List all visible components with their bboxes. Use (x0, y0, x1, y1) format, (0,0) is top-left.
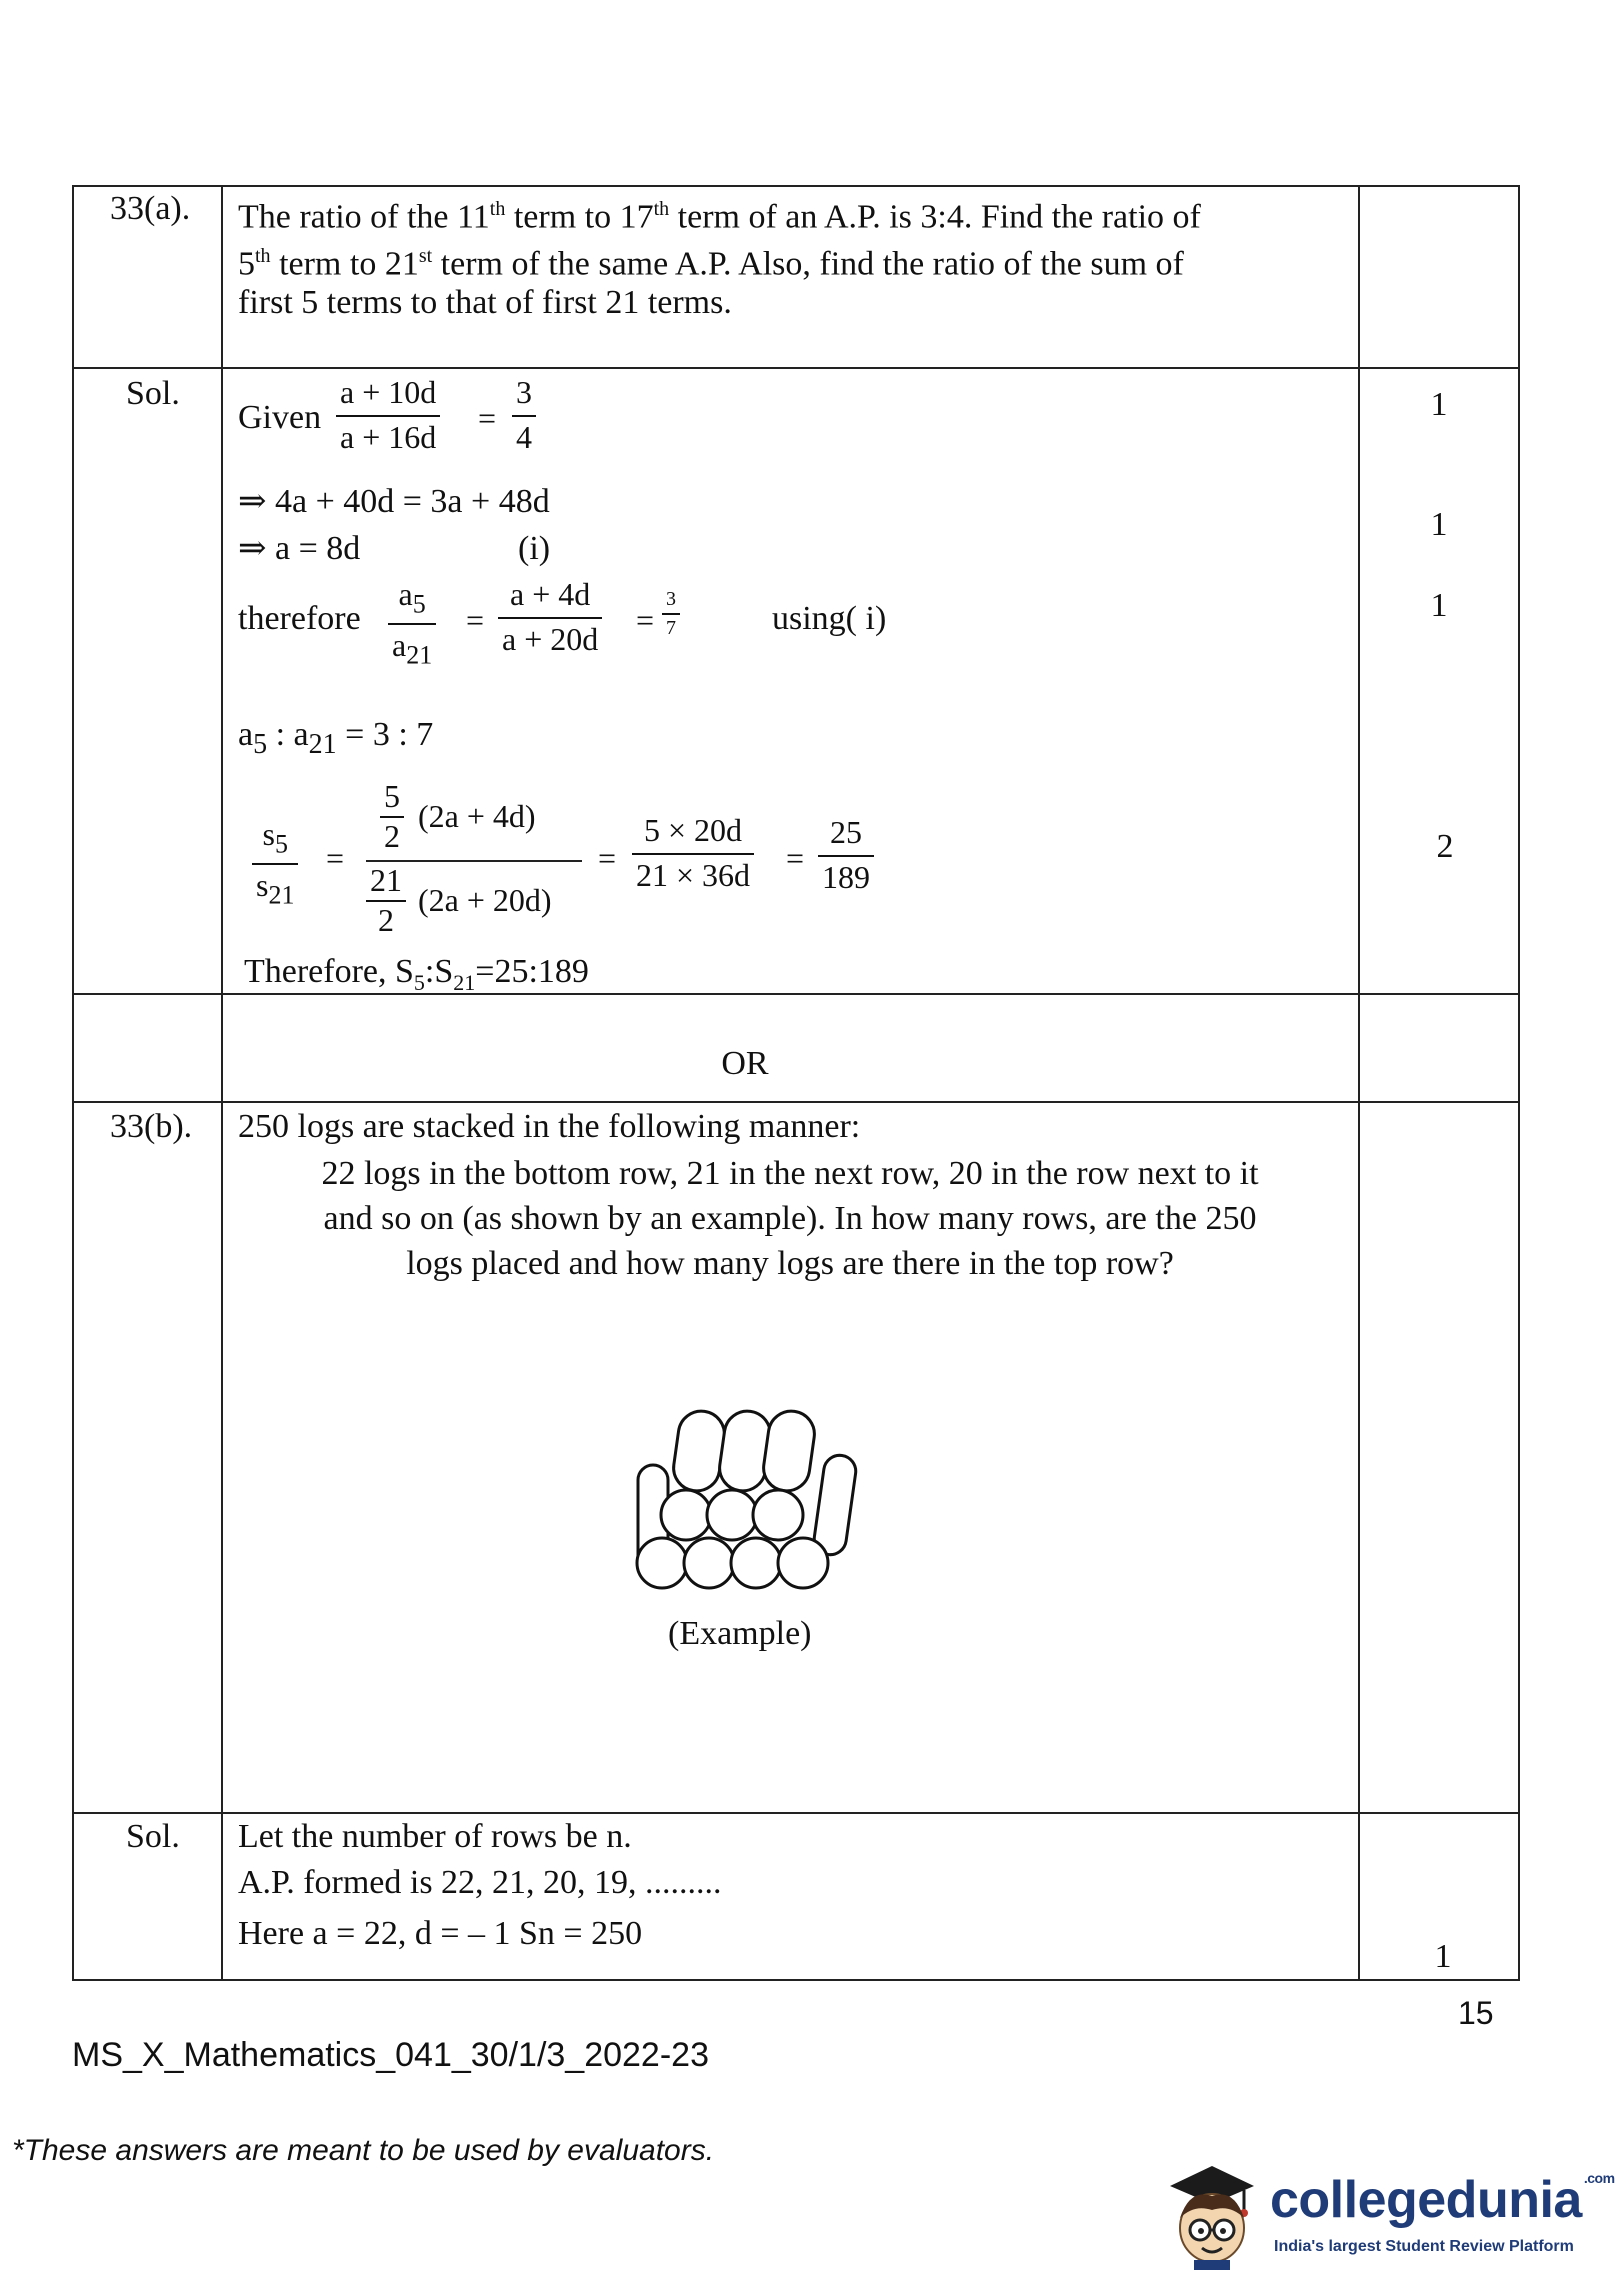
coef-5-2: 5 2 (380, 778, 404, 855)
q33b-number: 33(b). (110, 1108, 193, 1145)
fraction-s5-s21: $s_5$ $s_{21}$ (252, 816, 298, 911)
fraction-20d-36d: 5 × 20d 21 × 36d (632, 812, 754, 894)
step-1: ⇒ 4a + 40d = 3a + 48d (238, 483, 550, 520)
log-end (661, 1490, 711, 1540)
brand-tagline: India's largest Student Review Platform (1274, 2238, 1574, 2255)
step-2-tag: (i) (518, 530, 551, 567)
sol-b-line-2: A.P. formed is 22, 21, 20, 19, ......... (238, 1864, 722, 1901)
sol-b-line-1: Let the number of rows be n. (238, 1818, 632, 1855)
mark-3: 1 (1430, 587, 1448, 624)
equals-sign: = (598, 840, 617, 876)
fraction-3-7: 3 7 (662, 588, 680, 640)
sol-a-label: Sol. (126, 375, 180, 412)
fraction-given-lhs: a + 10d a + 16d (336, 374, 440, 456)
document-code: MS_X_Mathematics_041_30/1/3_2022-23 (72, 2036, 709, 2074)
mark-sol-b: 1 (1434, 1938, 1452, 1975)
equals-sign: = (466, 602, 485, 638)
log-end (637, 1538, 687, 1588)
expr-2a-20d: (2a + 20d) (418, 882, 552, 918)
q33a-line-3: first 5 terms to that of first 21 terms. (238, 284, 732, 321)
fraction-4d-20d: a + 4d a + 20d (498, 576, 602, 658)
logs-stack-figure (624, 1405, 884, 1625)
row-divider-1 (72, 367, 1520, 369)
given-label: Given (238, 399, 322, 436)
therefore-label: therefore (238, 600, 361, 637)
fraction-given-rhs: 3 4 (512, 374, 536, 456)
using-note: using( i) (772, 600, 887, 637)
col-line-right (1518, 185, 1520, 1981)
row-divider-3 (72, 1101, 1520, 1103)
equals-sign: = (478, 400, 497, 436)
fraction-a5-a21: $a_5$ $a_{21}$ (388, 576, 436, 671)
row-divider-4 (72, 1812, 1520, 1814)
sol-b-line-3: Here a = 22, d = – 1 Sn = 250 (238, 1915, 643, 1952)
sol-b-label: Sol. (126, 1818, 180, 1855)
q33b-line-1: 250 logs are stacked in the following manner: (238, 1108, 861, 1145)
log-end (753, 1490, 803, 1540)
brand-name: collegedunia $^{.com}$ (1270, 2170, 1615, 2229)
mark-4: 2 (1436, 828, 1454, 865)
table-border-bottom (72, 1979, 1520, 1981)
q33a-line-1: The ratio of the 11th term to 17th term of an A.P. is 3:4. Find the ratio of (238, 198, 1201, 236)
top-log-3 (761, 1408, 818, 1494)
mascot-icon (1160, 2158, 1260, 2270)
equals-sign: = (326, 840, 345, 876)
log-end (731, 1538, 781, 1588)
evaluator-note: *These answers are meant to be used by evaluators. (12, 2134, 715, 2167)
q33b-line-4: logs placed and how many logs are there in the top row? (406, 1245, 1174, 1282)
page-number: 15 (1458, 1995, 1494, 2031)
mark-1: 1 (1430, 386, 1448, 423)
or-label: OR (721, 1045, 769, 1082)
figure-caption: (Example) (668, 1615, 812, 1652)
q33a-line-2: 5th term to 21st term of the same A.P. Also, find the ratio of the sum of (238, 245, 1184, 283)
equals-sign: = (636, 602, 655, 638)
step-2: ⇒ a = 8d (238, 530, 361, 567)
equals-sign: = (786, 840, 805, 876)
ratio-a5-a21: $a_5$ : $a_{21} = 3$ : 7 (238, 716, 434, 760)
log-end (778, 1538, 828, 1588)
log-end (684, 1538, 734, 1588)
expr-2a-4d: (2a + 4d) (418, 798, 536, 834)
q33b-line-2: 22 logs in the bottom row, 21 in the next row, 20 in the row next to it (321, 1155, 1259, 1192)
fraction-25-189: 25 189 (818, 814, 874, 896)
log-end (707, 1490, 757, 1540)
mark-2: 1 (1430, 506, 1448, 543)
conclusion: Therefore, $S_5:S_{21}=25:189$ (244, 953, 589, 995)
q33b-line-3: and so on (as shown by an example). In how many rows, are the 250 (323, 1200, 1257, 1237)
top-log-1 (671, 1408, 728, 1494)
q33a-number: 33(a). (110, 190, 191, 227)
coef-21-2: 21 2 (366, 862, 406, 939)
side-log (812, 1453, 858, 1556)
